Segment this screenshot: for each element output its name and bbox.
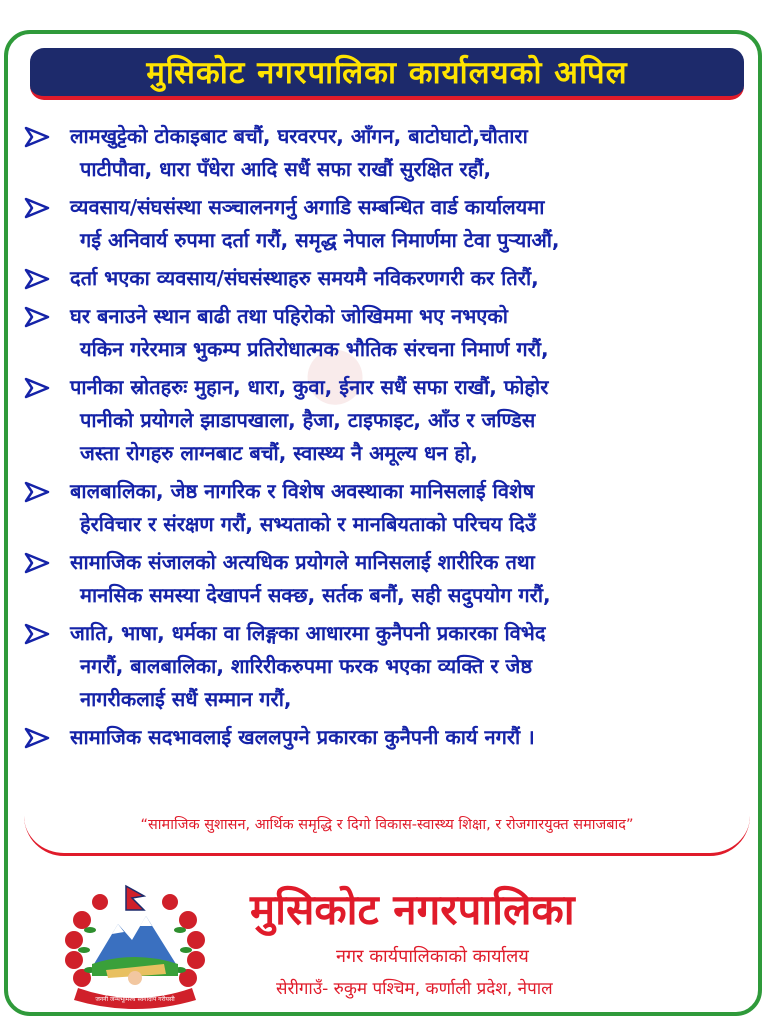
office-name: नगर कार्यपालिकाको कार्यालय bbox=[336, 946, 529, 967]
nepal-emblem-icon bbox=[60, 880, 210, 1012]
appeal-line: सामाजिक संजालको अत्यधिक प्रयोगले मानिसलाई शारीरिक तथा bbox=[70, 550, 535, 574]
appeal-line: दर्ता भएका व्यवसाय/संघसंस्थाहरु समयमै नविकरणगरी कर तिरौं, bbox=[70, 266, 539, 290]
arrow-bullet-icon bbox=[24, 617, 56, 650]
arrow-bullet-icon bbox=[24, 300, 56, 333]
arrow-bullet-icon bbox=[24, 120, 56, 153]
appeal-line: लामखुट्टेको टोकाइबाट बचौं, घरवरपर, आँगन, बाटोघाटो,चौतारा bbox=[70, 124, 528, 148]
appeal-line: व्यवसाय/संघसंस्था सञ्चालनगर्नु अगाडि सम्बन्धित वार्ड कार्यालयमा bbox=[70, 195, 545, 219]
appeal-line: यकिन गरेरमात्र भुकम्प प्रतिरोधात्मक भौतिक संरचना निमार्ण गरौं, bbox=[80, 337, 549, 361]
appeal-item bbox=[22, 300, 750, 366]
appeal-item bbox=[22, 262, 750, 295]
appeal-line: नागरीकलाई सधैं सम्मान गरौं, bbox=[80, 687, 292, 711]
office-address: सेरीगाउँ- रुकुम पश्चिम, कर्णाली प्रदेश, नेपाल bbox=[276, 979, 553, 999]
appeal-line: बालबालिका, जेष्ठ नागरिक र विशेष अवस्थाका मानिसलाई विशेष bbox=[70, 479, 535, 503]
appeal-line: नगरौं, बालबालिका, शारिरीकरुपमा फरक भएका व्यक्ति र जेष्ठ bbox=[80, 654, 533, 678]
emblem-ribbon-text: जननी जन्मभूमिश्च स्वर्गादपि गरीयसी bbox=[95, 996, 175, 1003]
arrow-bullet-icon bbox=[24, 546, 56, 579]
appeal-line: सामाजिक सदभावलाई खललपुग्ने प्रकारका कुनैपनी कार्य नगरौं । bbox=[70, 725, 535, 749]
appeal-item bbox=[22, 475, 750, 541]
arrow-bullet-icon bbox=[24, 262, 56, 295]
appeal-line: मानसिक समस्या देखापर्न सक्छ, सर्तक बनौं, सही सदुपयोग गरौं, bbox=[80, 583, 551, 607]
page-title: मुसिकोट नगरपालिका कार्यालयको अपिल bbox=[146, 55, 628, 91]
appeal-line: जाति, भाषा, धर्मका वा लिङ्गका आधारमा कुनैपनी प्रकारका विभेद bbox=[70, 621, 546, 645]
appeal-item bbox=[22, 371, 750, 470]
arrow-bullet-icon bbox=[24, 191, 56, 224]
appeal-item bbox=[22, 546, 750, 612]
slogan-banner bbox=[24, 812, 750, 856]
municipality-name: मुसिकोट नगरपालिका bbox=[250, 885, 575, 934]
appeal-line: गई अनिवार्य रुपमा दर्ता गरौं, समृद्ध नेपाल निमार्णमा टेवा पुर्‍याऔं, bbox=[80, 228, 560, 252]
appeal-line: जस्ता रोगहरु लाग्नबाट बचौं, स्वास्थ्य नै अमूल्य धन हो, bbox=[80, 441, 478, 465]
appeal-line: घर बनाउने स्थान बाढी तथा पहिरोको जोखिममा भए नभएको bbox=[70, 304, 508, 328]
appeal-line: पाटीपौवा, धारा पँधेरा आदि सधैं सफा राखौं सुरक्षित रहौं, bbox=[80, 157, 492, 181]
appeal-line: पानीको प्रयोगले झाडापखाला, हैजा, टाइफाइट, आँउ र जण्डिस bbox=[80, 408, 536, 432]
arrow-bullet-icon bbox=[24, 721, 56, 754]
arrow-bullet-icon bbox=[24, 475, 56, 508]
appeal-list bbox=[22, 120, 750, 759]
appeal-item bbox=[22, 721, 750, 754]
watermark: ● bbox=[281, 319, 382, 425]
appeal-line: पानीका स्रोतहरुः मुहान, धारा, कुवा, ईनार सधैं सफा राखौं, फोहोर bbox=[70, 375, 549, 399]
appeal-item bbox=[22, 191, 750, 257]
arrow-bullet-icon bbox=[24, 371, 56, 404]
slogan-text: “सामाजिक सुशासन, आर्थिक समृद्धि र दिगो विकास-स्वास्थ्य शिक्षा, र रोजगारयुक्त समाजबाद” bbox=[140, 817, 634, 833]
appeal-item bbox=[22, 120, 750, 186]
appeal-line: हेरविचार र संरक्षण गरौं, सभ्यताको र मानबियताको परिचय दिउँ bbox=[80, 512, 536, 536]
appeal-item bbox=[22, 617, 750, 716]
title-banner bbox=[30, 48, 744, 100]
